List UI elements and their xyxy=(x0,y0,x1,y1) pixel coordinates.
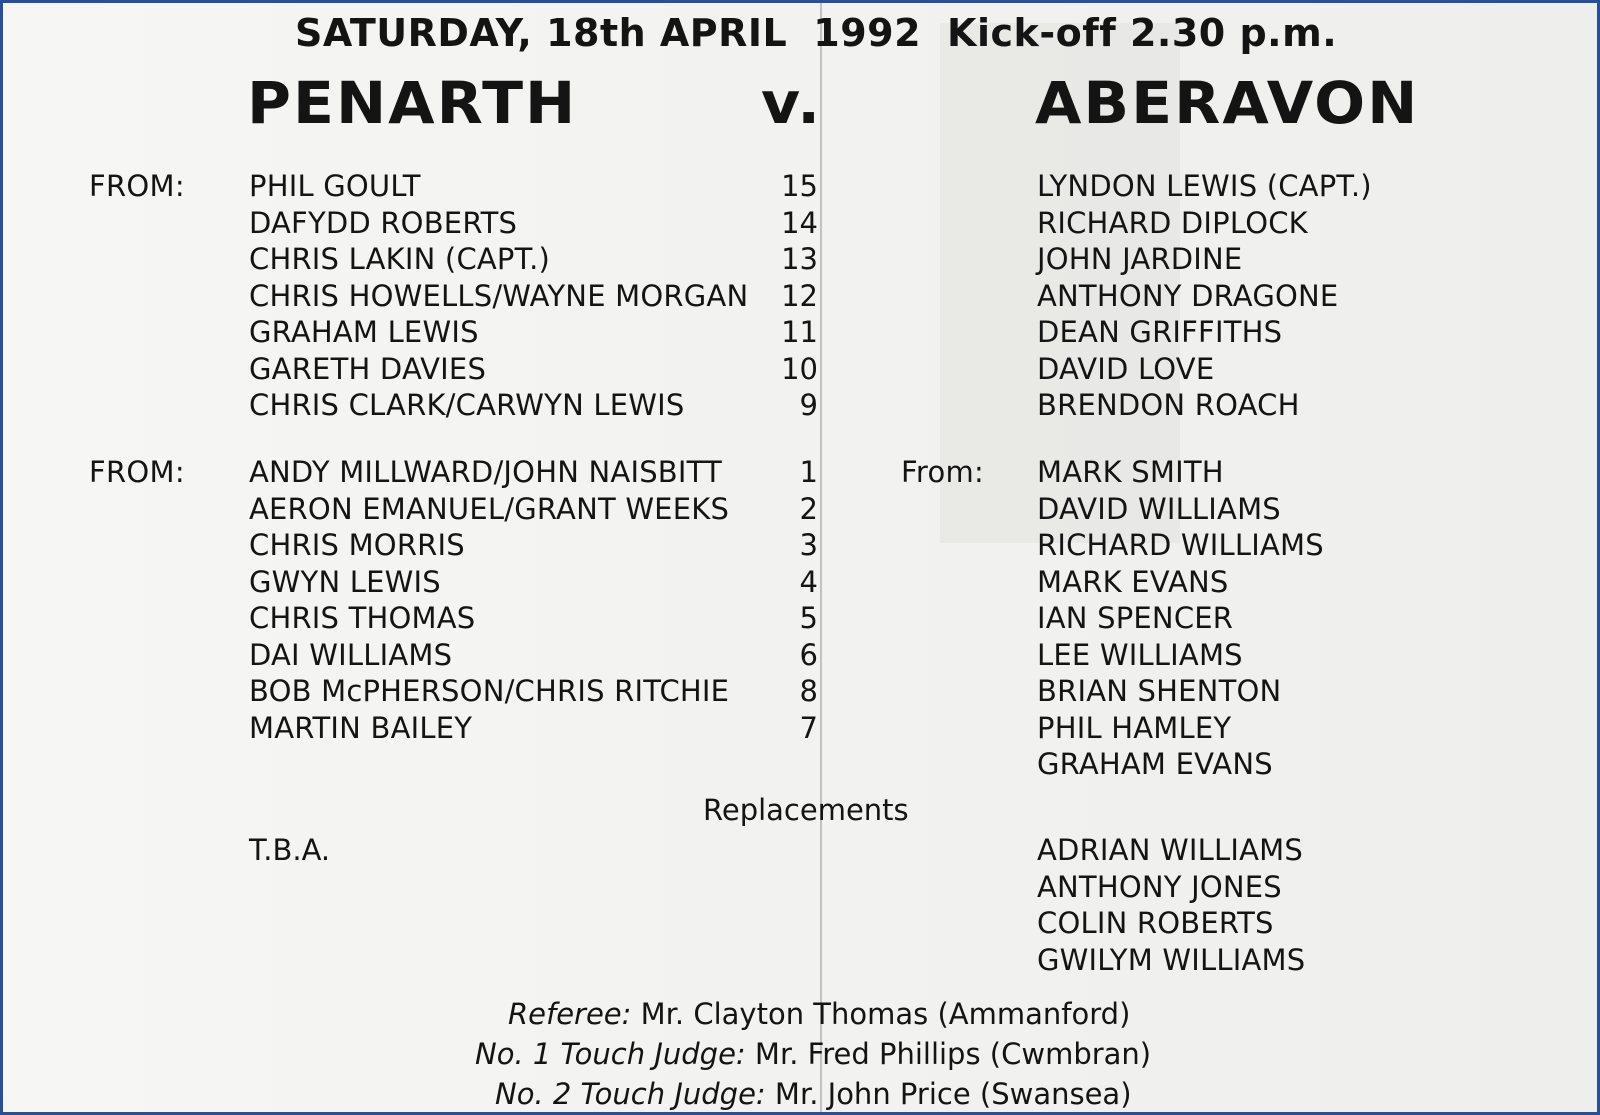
shirt-number: 11 xyxy=(781,315,818,349)
shirt-number: 5 xyxy=(799,601,818,635)
shirt-number: 9 xyxy=(799,388,818,422)
home-player-name: CHRIS THOMAS xyxy=(249,601,476,635)
shirt-number: 13 xyxy=(781,242,818,276)
home-player-name: CHRIS LAKIN (CAPT.) xyxy=(249,242,551,276)
home-player-name: DAFYDD ROBERTS xyxy=(249,205,518,240)
match-header xyxy=(295,11,1363,55)
away-player-name: RICHARD DIPLOCK xyxy=(1037,205,1308,240)
away-player-name: BRENDON ROACH xyxy=(1037,388,1300,422)
match-year: 1992 xyxy=(813,11,922,55)
shirt-number: 4 xyxy=(799,564,818,599)
away-replacement-name: ADRIAN WILLIAMS xyxy=(1037,833,1303,867)
away-player-name: MARK EVANS xyxy=(1037,564,1229,599)
official-name: Mr. Fred Phillips (Cwmbran) xyxy=(754,1037,1152,1071)
away-player-name: ANTHONY DRAGONE xyxy=(1037,278,1339,313)
away-player-name: BRIAN SHENTON xyxy=(1037,674,1282,708)
official-role: No. 1 Touch Judge: xyxy=(475,1037,746,1071)
home-player-name: AERON EMANUEL/GRANT WEEKS xyxy=(249,491,730,526)
official-role: Referee: xyxy=(508,997,632,1031)
away-player-name: DEAN GRIFFITHS xyxy=(1037,315,1283,349)
touch-judge-2-line xyxy=(495,1077,1132,1111)
home-player-name: CHRIS HOWELLS/WAYNE MORGAN xyxy=(249,278,749,313)
home-player-name: PHIL GOULT xyxy=(249,169,421,203)
home-player-name: MARTIN BAILEY xyxy=(249,710,473,745)
away-player-name: PHIL HAMLEY xyxy=(1037,710,1232,745)
shirt-number: 1 xyxy=(799,455,818,489)
away-replacement-name: COLIN ROBERTS xyxy=(1037,906,1274,940)
away-player-name: LYNDON LEWIS (CAPT.) xyxy=(1037,169,1372,203)
away-replacement-name: ANTHONY JONES xyxy=(1037,869,1282,904)
home-player-name: GWYN LEWIS xyxy=(249,564,441,599)
home-player-name: ANDY MILLWARD/JOHN NAISBITT xyxy=(249,455,722,489)
away-replacement-name: GWILYM WILLIAMS xyxy=(1037,942,1306,977)
home-player-name: CHRIS CLARK/CARWYN LEWIS xyxy=(249,388,685,422)
shirt-number: 12 xyxy=(781,278,818,313)
kickoff-time: Kick-off 2.30 p.m. xyxy=(947,11,1338,55)
shirt-number: 6 xyxy=(799,637,818,672)
official-name: Mr. John Price (Swansea) xyxy=(774,1077,1132,1111)
away-player-name: GRAHAM EVANS xyxy=(1037,747,1273,781)
home-replacements: T.B.A. xyxy=(249,833,331,867)
away-player-name: DAVID LOVE xyxy=(1037,351,1215,386)
shirt-number: 2 xyxy=(799,491,818,526)
official-name: Mr. Clayton Thomas (Ammanford) xyxy=(640,997,1131,1031)
shirt-number: 7 xyxy=(799,710,818,745)
official-role: No. 2 Touch Judge: xyxy=(495,1077,766,1111)
home-player-name: DAI WILLIAMS xyxy=(249,637,453,672)
home-player-name: GARETH DAVIES xyxy=(249,351,487,386)
versus-label: v. xyxy=(761,70,823,138)
away-player-name: IAN SPENCER xyxy=(1037,601,1234,635)
shirt-number: 8 xyxy=(799,674,818,708)
home-player-name: CHRIS MORRIS xyxy=(249,528,465,562)
page-fold xyxy=(820,3,822,1115)
away-team-name: ABERAVON xyxy=(1035,70,1420,138)
match-date: SATURDAY, 18th APRIL xyxy=(295,11,788,55)
shirt-number: 3 xyxy=(799,528,818,562)
shirt-number: 14 xyxy=(781,205,818,240)
touch-judge-1-line xyxy=(475,1037,1151,1071)
shirt-number: 10 xyxy=(781,351,818,386)
away-forwards-label: From: xyxy=(901,455,985,489)
away-player-name: JOHN JARDINE xyxy=(1037,242,1243,276)
referee-line xyxy=(508,997,1130,1031)
home-team-name: PENARTH xyxy=(247,70,578,138)
home-forwards-label: FROM: xyxy=(89,455,185,489)
away-player-name: DAVID WILLIAMS xyxy=(1037,491,1281,526)
home-backs-label: FROM: xyxy=(89,169,185,203)
away-player-name: RICHARD WILLIAMS xyxy=(1037,528,1324,562)
replacements-label: Replacements xyxy=(703,793,909,827)
home-player-name: GRAHAM LEWIS xyxy=(249,315,479,349)
away-player-name: LEE WILLIAMS xyxy=(1037,637,1243,672)
home-player-name: BOB McPHERSON/CHRIS RITCHIE xyxy=(249,674,730,708)
shirt-number: 15 xyxy=(781,169,818,203)
away-player-name: MARK SMITH xyxy=(1037,455,1224,489)
